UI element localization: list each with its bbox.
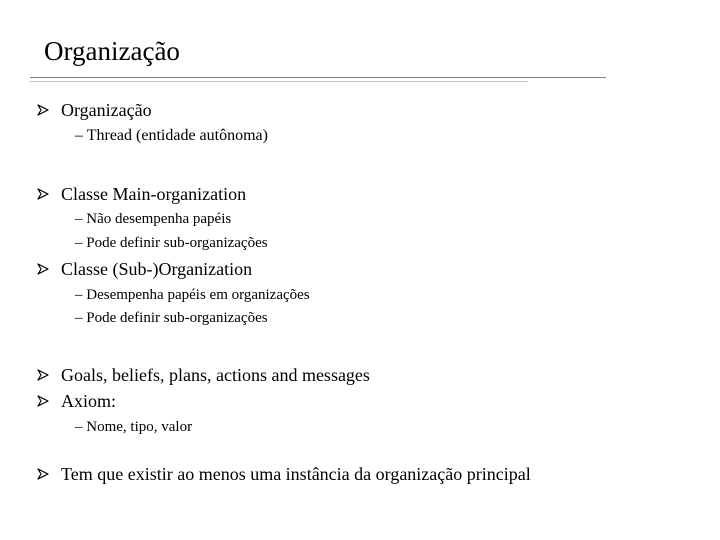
bullet-text: Axiom: <box>61 391 117 411</box>
arrowhead-bullet-icon <box>36 462 52 486</box>
sub-bullet-text: – Não desempenha papéis <box>75 211 232 227</box>
bullet-text: Classe (Sub-)Organization <box>61 259 253 279</box>
arrowhead-bullet-icon <box>36 182 52 206</box>
bullet-text: Classe Main-organization <box>61 184 247 204</box>
arrowhead-bullet-icon <box>36 389 52 413</box>
slide-title: Organização <box>44 36 180 66</box>
arrowhead-bullet-icon <box>36 363 52 387</box>
sub-bullet-text: – Nome, tipo, valor <box>75 419 193 435</box>
title-divider-secondary <box>30 81 528 82</box>
bullet-text: Tem que existir ao menos uma instância da organização principal <box>61 464 531 484</box>
sub-bullet-text: – Desempenha papéis em organizações <box>75 287 310 303</box>
bullet-text: Goals, beliefs, plans, actions and messages <box>61 365 370 385</box>
arrowhead-bullet-icon <box>36 257 52 281</box>
sub-bullet-text: – Pode definir sub-organizações <box>75 310 268 326</box>
arrowhead-bullet-icon <box>36 98 52 122</box>
sub-bullet-text: – Thread (entidade autônoma) <box>75 127 268 144</box>
sub-bullet-text: – Pode definir sub-organizações <box>75 235 268 251</box>
title-divider <box>30 77 606 78</box>
bullet-text: Organização <box>61 100 152 120</box>
